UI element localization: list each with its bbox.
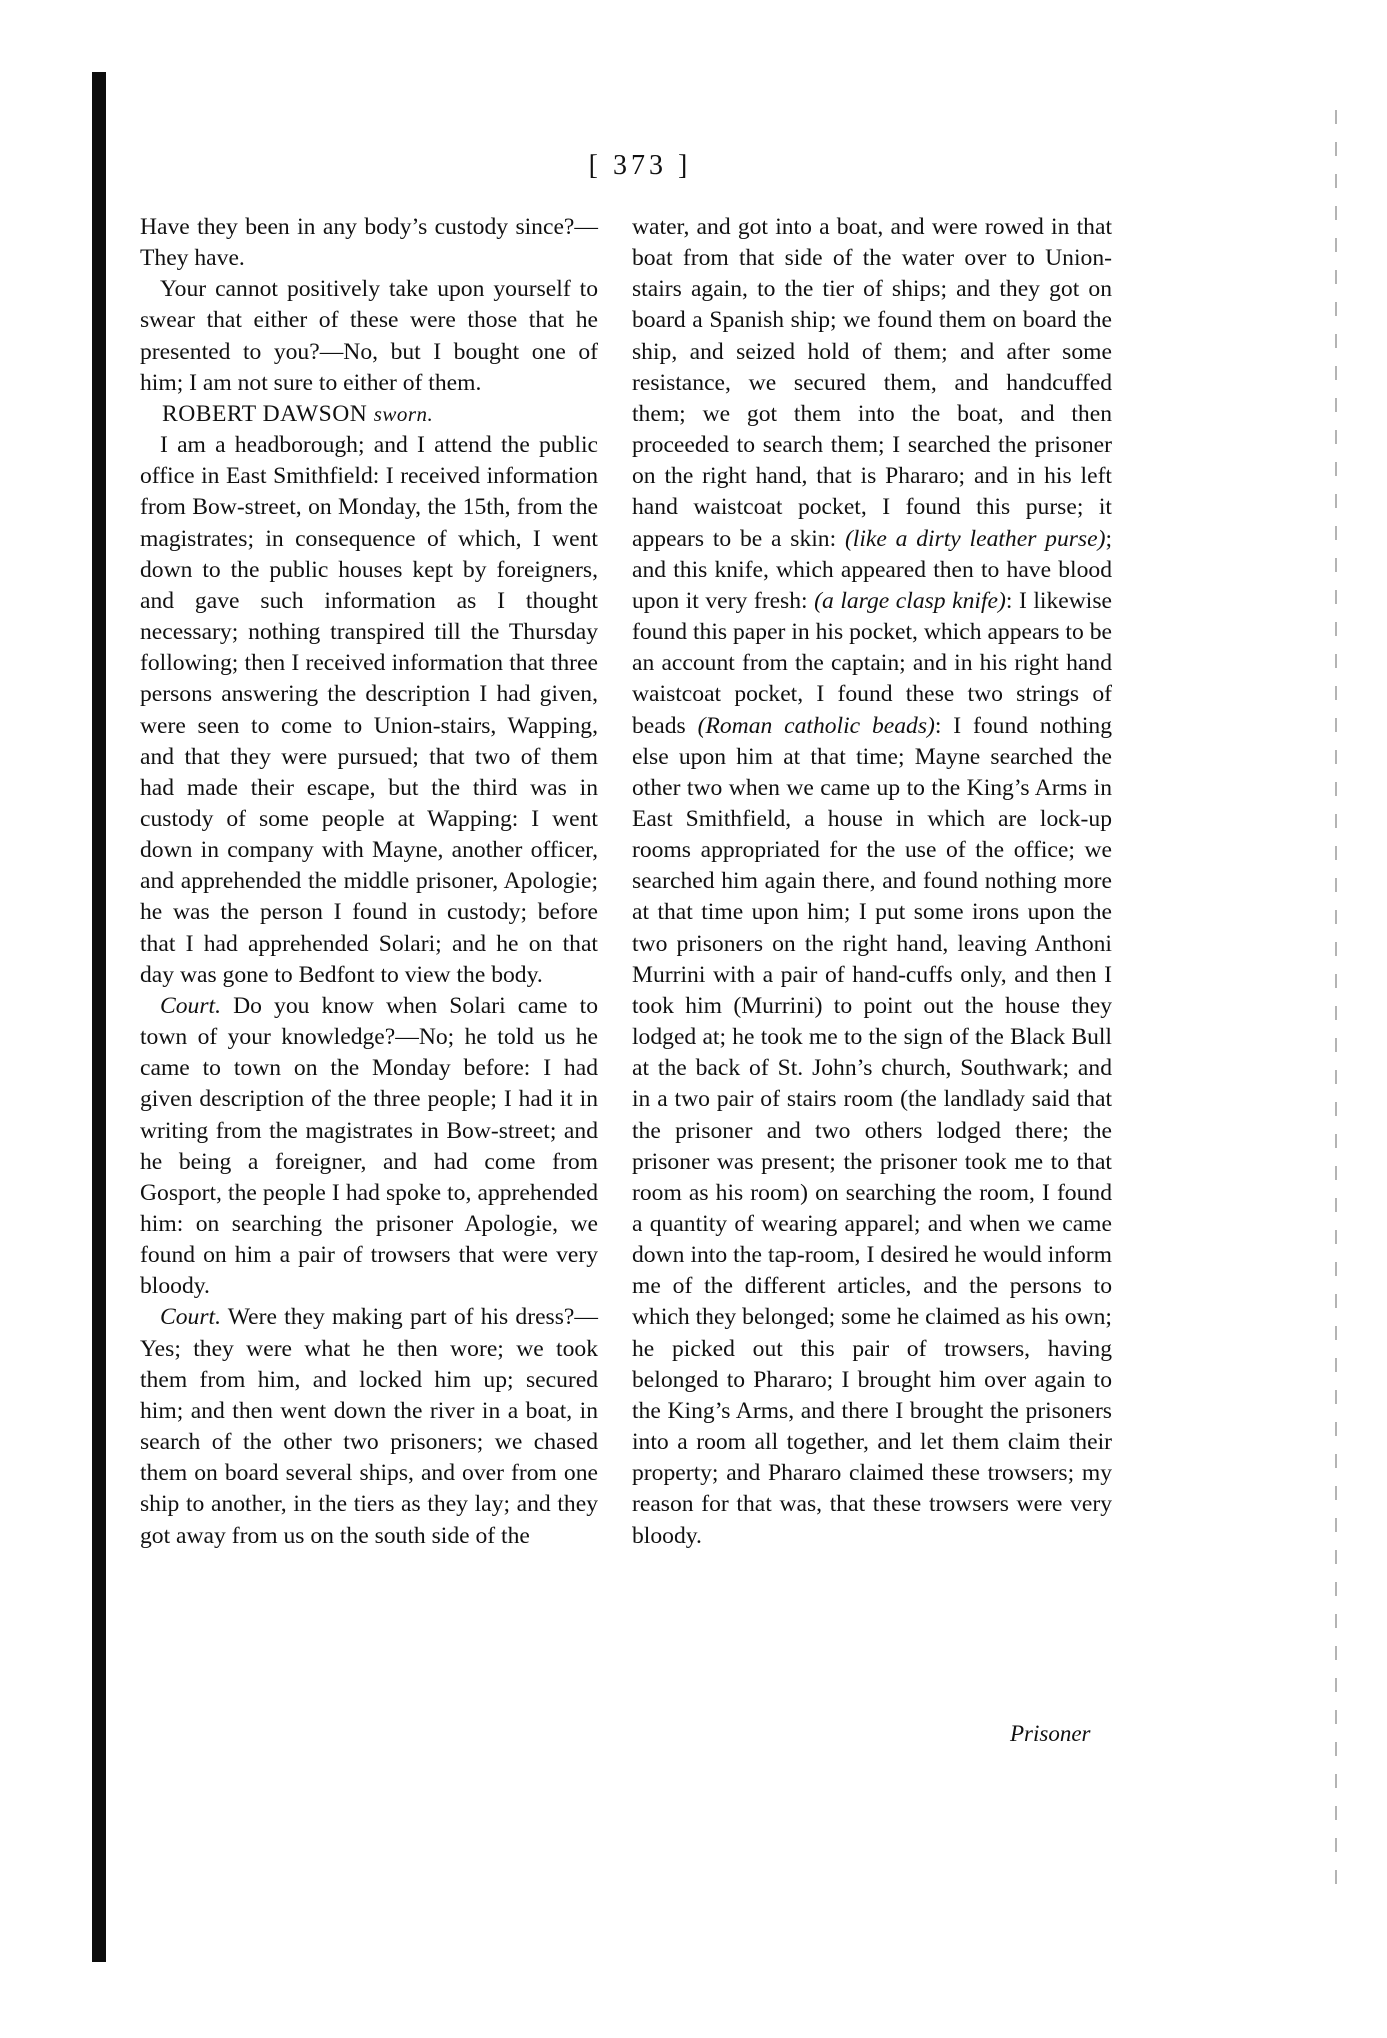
witness-sworn-label: sworn. bbox=[373, 401, 434, 426]
right-column bbox=[632, 212, 1112, 1552]
court-question-dress-text: Were they making part of his dress?—Yes; they were what he then wore; we took them from him, and locked him up; secured him; and then went down the river in a boat, in search of the other two prisoners; we chased them on board several ships, and over from one ship to another, in the tiers as they lay; and they got away from us on the south side of the bbox=[140, 1304, 598, 1549]
book-binding-edge bbox=[92, 72, 106, 1962]
testimony-part-1: water, and got into a boat, and were rowed in that boat from that side of the water over to Union-stairs again, to the tier of ships; and they got on board a Spanish ship; we found them on board the ship, and seized hold of them; and after some resistance, we secured them, and handcuffed them; we got them into the boat, and then proceeded to search them; I searched the prisoner on the right hand, that is Phararo; and in his left hand waistcoat pocket, I found this purse; it appears to be a skin: bbox=[632, 214, 1112, 552]
testimony-part-3: : I likewise found this paper in his pocket, which appears to be an account from the captain; and in his right hand waistcoat pocket, I found these two strings of beads bbox=[632, 587, 1112, 739]
aside-beads: (Roman catholic beads) bbox=[697, 712, 935, 739]
page-number: [ 373 ] bbox=[588, 150, 692, 181]
paragraph-swear-question: Your cannot positively take upon yourself to swear that either of these were those that he presented to you?—No, but I bought one of him; I am not sure to either of them. bbox=[140, 276, 598, 396]
court-label: Court. bbox=[160, 1304, 221, 1331]
paragraph-continued-testimony bbox=[632, 212, 1112, 1552]
page-edge-shadow bbox=[1335, 110, 1337, 1890]
testimony-part-4: : I found nothing else upon him at that time; Mayne searched the other two when we came up to the King’s Arms in East Smithfield, a house in which are lock-up rooms appropriated for the use of the office; we searched him again there, and found nothing more at that time upon him; I put some irons upon the two prisoners on the right hand, leaving Anthoni Murrini with a pair of hand-cuffs only, and then I took him (Murrini) to point out the house they lodged at; he took me to the sign of the Black Bull at the back of St. John’s church, Southwark; and in a two pair of stairs room (the landlady said that the prisoner and two others lodged there; the prisoner was present; the prisoner took me to that room as his room) on searching the room, I found a quantity of wearing apparel; and when we came down into the tap-room, I desired he would inform me of the different articles, and the persons to which they belonged; some he claimed as his own; he picked out this pair of trowsers, having belonged to Phararo; I brought him over again to the King’s Arms, and there I brought the prisoners into a room all together, and let them claim their property; and Phararo claimed these trowsers; my reason for that was, that these trowsers were very bloody. bbox=[632, 712, 1113, 1549]
catch-word: Prisoner bbox=[1010, 1721, 1091, 1746]
paragraph-dawson-testimony: I am a headborough; and I attend the public office in East Smithfield: I received information from Bow-street, on Monday, the 15th, from the magistrates; in consequence of which, I went down to the public houses kept by foreigners, and gave such information as I thought necessary; nothing transpired till the Thursday following; then I received information that three persons answering the description I had given, were seen to come to Union-stairs, Wapping, and that they were pursued; that two of them had made their escape, but the third was in custody of some people at Wapping: I went down in company with Mayne, another officer, and apprehended the middle prisoner, Apologie; he was the person I found in custody; before that I had apprehended Solari; and he on that day was gone to Bedfont to view the body. bbox=[140, 432, 598, 988]
paragraph-custody-question: Have they been in any body’s custody since?—They have. bbox=[140, 214, 598, 272]
witness-name: ROBERT DAWSON bbox=[162, 400, 368, 427]
witness-heading bbox=[140, 399, 598, 430]
court-question-solari-text: Do you know when Solari came to town of your knowledge?—No; he told us he came to town on the Monday before: I had given description of the three people; I had it in writing from the magistrates in Bow-street; and he being a foreigner, and had come from Gosport, the people I had spoke to, apprehended him: on searching the prisoner Apologie, we found on him a pair of trowsers that were very bloody. bbox=[140, 992, 598, 1300]
court-label: Court. bbox=[160, 992, 221, 1019]
aside-purse: (like a dirty leather purse) bbox=[844, 525, 1106, 552]
aside-knife: (a large clasp knife) bbox=[814, 587, 1006, 614]
left-column bbox=[140, 212, 598, 1552]
testimony-part-2: ; and this knife, which appeared then to have blood upon it very fresh: bbox=[632, 525, 1112, 614]
paragraph-court-question-dress bbox=[140, 1302, 598, 1551]
paragraph-court-question-solari bbox=[140, 991, 598, 1303]
